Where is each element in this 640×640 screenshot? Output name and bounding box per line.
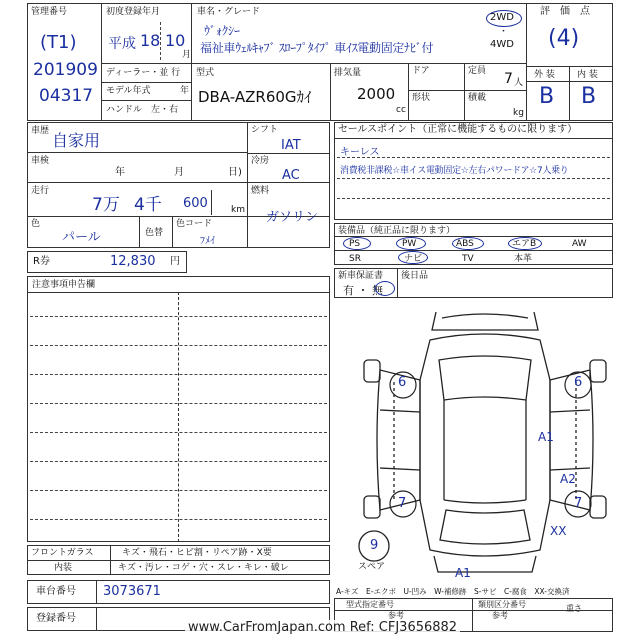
load-unit: kg [513, 108, 524, 118]
equip-pw: PW [402, 239, 417, 249]
shift-value: IAT [281, 138, 301, 153]
usage-value: 自家用 [52, 131, 101, 150]
weight-label: 重さ [566, 604, 582, 613]
drive-opt2: 4WD [490, 39, 514, 50]
sales-label: セールスポイント（正常に機能するものに限ります） [338, 124, 578, 135]
disp-label: 排気量 [334, 68, 362, 78]
ref-label-1: 参考 [388, 611, 404, 620]
color-code: ﾌﾒｲ [200, 236, 215, 247]
equip-ps: PS [349, 239, 361, 249]
model-label: 型式 [196, 68, 215, 78]
color-label: 色 [31, 219, 41, 229]
mark-rear-bumper: A1 [455, 566, 471, 580]
inspection-month: 月 [174, 167, 184, 178]
interior-value: キズ・汚レ・コゲ・穴・スレ・キレ・破レ [118, 563, 289, 573]
equip-aw: AW [572, 239, 587, 249]
mileage-unit: km [231, 205, 245, 215]
model-year-label: モデル年式 [106, 86, 151, 96]
color-code-label: 色コード [176, 219, 213, 229]
watermark: www.CarFromJapan.com Ref: CFJ3656882 [185, 620, 460, 635]
capacity-label: 定員 [468, 66, 487, 76]
int-label: 内 装 [577, 70, 598, 80]
equip-airbag: エアB [512, 239, 537, 249]
reg-month: 10 [165, 31, 186, 50]
inspection-day: 日) [228, 167, 242, 178]
load-label: 積載 [468, 93, 487, 103]
equip-abs: ABS [456, 239, 474, 249]
reg-era: 平成 [108, 36, 136, 52]
glass-label: フロントガラス [31, 548, 94, 558]
door-label: ドア [412, 66, 430, 76]
shift-label: シフト [251, 125, 279, 135]
equip-abs-circle [452, 237, 484, 250]
disp-unit: cc [396, 105, 406, 115]
mark-right-rear-panel: A2 [560, 472, 576, 486]
mileage-man: 7万 [92, 195, 120, 215]
mark-rear-quarter: XX [550, 524, 567, 538]
capacity-value: 7 [504, 71, 513, 87]
equip-tv: TV [462, 254, 474, 264]
warranty-label: 新車保証書 [338, 271, 384, 281]
ac-label: 冷房 [251, 156, 270, 166]
recycle-value: 12,830 [110, 254, 156, 269]
equip-leather: 本革 [514, 254, 533, 264]
ext-value: B [539, 84, 555, 109]
shape-label: 形状 [412, 93, 431, 103]
mark-spare: 9 [370, 538, 379, 553]
manual-label: 後日品 [401, 271, 429, 281]
model-value: DBA-AZR60Gｶｲ [198, 88, 312, 106]
ac-value: AC [282, 168, 300, 183]
drive-sep: ・ [499, 27, 509, 37]
equip-pw-circle [396, 237, 426, 250]
sales-line1: キーレス [340, 147, 380, 158]
int-value: B [581, 84, 597, 109]
capacity-unit: 人 [514, 78, 524, 88]
ext-label: 外 装 [534, 70, 555, 80]
mark-roof: A1 [538, 430, 554, 444]
handle-label: ハンドル 左・右 [106, 105, 179, 115]
mileage-rest: 600 [183, 196, 208, 211]
equip-ps-circle [343, 237, 371, 250]
inspection-year: 年 [115, 167, 125, 178]
equip-label: 装備品（純正品に限ります） [338, 226, 456, 236]
equip-navi: ナビ [404, 254, 423, 264]
color-swap-label: 色替 [145, 228, 164, 238]
reg-year: 18 [140, 31, 161, 50]
mileage-label: 走行 [31, 186, 50, 196]
name-line1: ｳﾞｫｸｼｰ [204, 24, 241, 38]
type-num-label: 類別区分番号 [478, 600, 526, 609]
usage-label: 車歴 [31, 126, 50, 136]
equip-navi-circle [398, 251, 428, 264]
warranty-value: 有 ・ 無 [343, 284, 383, 297]
dealer-label: ディーラー・並 行 [106, 68, 181, 78]
plate-label: 登録番号 [36, 613, 76, 624]
mgmt-code3: 04317 [39, 86, 94, 106]
warranty-none-circle [375, 281, 395, 296]
mgmt-code1: (T1) [40, 32, 77, 53]
inspection-label: 車検 [31, 156, 50, 166]
spare-label: スペア [358, 562, 386, 572]
reg-month-unit: 月 [182, 50, 192, 60]
mark-left-front: 6 [398, 375, 407, 390]
model-year-unit: 年 [180, 86, 190, 96]
mileage-sen: 4千 [134, 195, 162, 215]
mgmt-label: 管理番号 [31, 7, 68, 17]
recycle-frame [27, 251, 187, 273]
glass-value: キズ・飛石・ヒビ割・リペア跡・X要 [122, 548, 272, 558]
reg-label: 初度登録年月 [106, 7, 161, 17]
frame-value: 3073671 [103, 584, 161, 599]
interior-label: 内装 [54, 563, 73, 573]
equip-sr: SR [349, 254, 361, 264]
color-value: パール [62, 230, 101, 245]
score-value: (4) [548, 26, 580, 51]
drive-opt1: 2WD [490, 12, 514, 23]
recycle-unit: 円 [170, 256, 180, 267]
name-line2: 福祉車ｳｪﾙｷｬﾌﾞ ｽﾛｰﾌﾟﾀｲﾌﾟ 車ｲｽ電動固定ﾅﾋﾞ付 [200, 41, 434, 55]
name-label: 車名・グレード [197, 7, 261, 17]
ref-label-2: 参考 [492, 611, 508, 620]
equip-airbag-circle [508, 237, 542, 250]
mgmt-code2: 201909 [33, 60, 98, 80]
frame-label: 車台番号 [36, 586, 76, 597]
mark-left-rear: 7 [398, 496, 407, 511]
disp-value: 2000 [357, 85, 396, 103]
model-num-label: 型式指定番号 [346, 600, 394, 609]
mark-right-front: 6 [574, 375, 583, 390]
mark-right-rear: 7 [574, 496, 583, 511]
fuel-value: ガソリン [266, 210, 319, 225]
fuel-label: 燃料 [251, 186, 270, 196]
damage-legend: A-キズ E-エクボ U-凹み W-補修跡 S-サビ C-腐食 XX-交換済 [336, 587, 570, 596]
sales-line2: 消費税非課税☆車イス電動固定☆左右パワードア☆7人乗り [340, 166, 569, 176]
notes-label: 注意事項申告欄 [32, 280, 96, 290]
recycle-label: R券 [33, 256, 50, 267]
score-label: 評 価 点 [540, 6, 590, 17]
